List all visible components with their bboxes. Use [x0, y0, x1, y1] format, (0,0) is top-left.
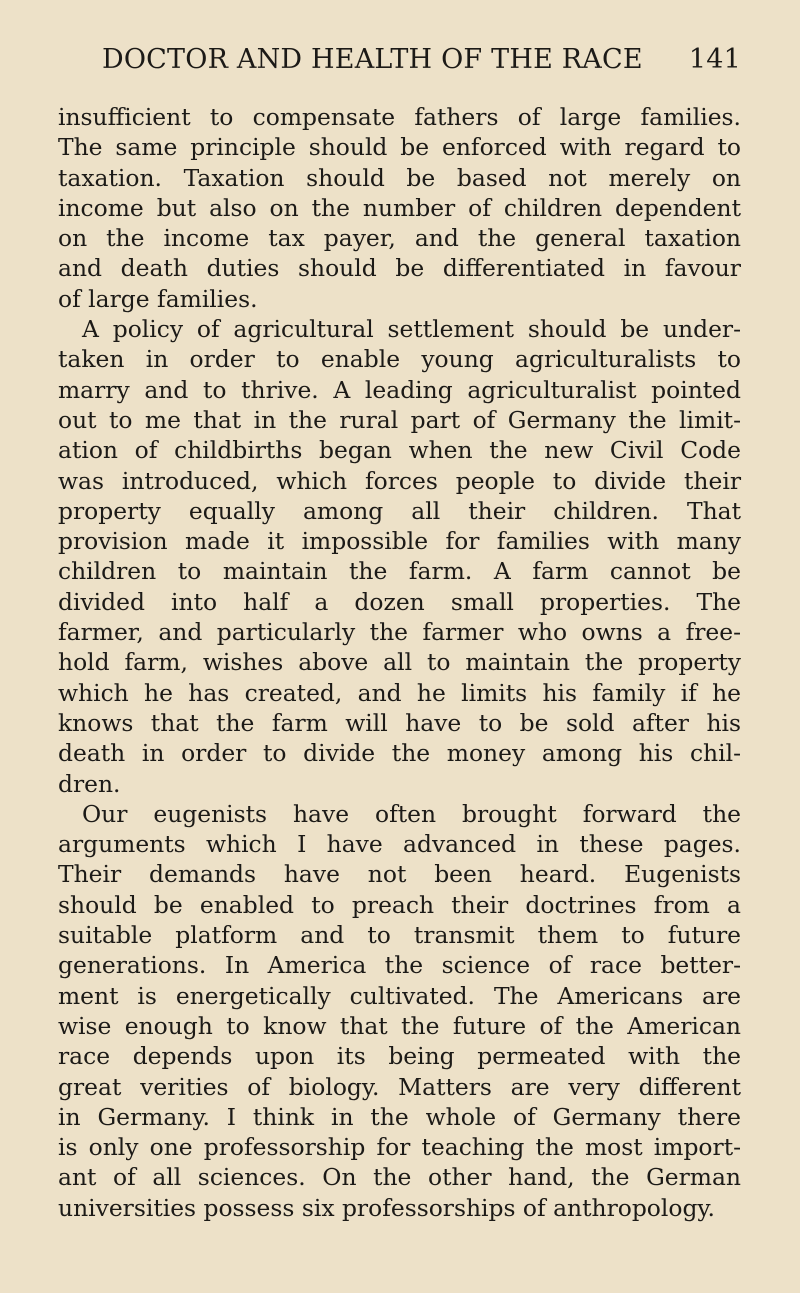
running-head-title: DOCTOR AND HEALTH OF THE RACE [102, 44, 643, 75]
text-line: out to me that in the rural part of Germany the limit- [58, 405, 741, 434]
text-line: income but also on the number of children dependent [58, 193, 741, 222]
text-line: is only one professorship for teaching the most import- [58, 1133, 741, 1162]
text-line: was introduced, which forces people to divide their [58, 466, 741, 495]
text-line: ation of childbirths began when the new Civil Code [58, 436, 741, 465]
text-line: ant of all sciences. On the other hand, the German [58, 1163, 741, 1192]
page-number: 141 [688, 44, 741, 75]
text-line: dren. [58, 769, 121, 798]
text-line: knows that the farm will have to be sold after his [58, 708, 741, 737]
text-line: generations. In America the science of race better- [58, 951, 741, 980]
text-line: arguments which I have advanced in these pages. [58, 830, 741, 859]
text-line: marry and to thrive. A leading agriculturalist pointed [58, 375, 741, 404]
text-line: wise enough to know that the future of the American [58, 1011, 741, 1040]
text-line: suitable platform and to transmit them to future [58, 921, 741, 950]
book-page [58, 44, 741, 1223]
text-line: universities possess six professorships of anthropology. [58, 1193, 715, 1222]
running-head [58, 44, 741, 88]
text-line: Their demands have not been heard. Eugenists [58, 860, 741, 889]
text-line: Our eugenists have often brought forward the [82, 799, 741, 828]
text-line: hold farm, wishes above all to maintain the property [58, 648, 741, 677]
text-line: farmer, and particularly the farmer who owns a free- [58, 618, 741, 647]
text-line: ment is energetically cultivated. The Americans are [58, 981, 741, 1010]
text-line: A policy of agricultural settlement should be under- [82, 315, 741, 344]
text-line: taxation. Taxation should be based not merely on [58, 163, 741, 192]
text-line: in Germany. I think in the whole of Germany there [58, 1102, 741, 1131]
text-line: great verities of biology. Matters are very different [58, 1072, 741, 1101]
text-line: The same principle should be enforced with regard to [58, 133, 741, 162]
text-line: of large families. [58, 284, 258, 313]
body-text [58, 102, 741, 1223]
text-line: on the income tax payer, and the general taxation [58, 224, 741, 253]
text-line: and death duties should be differentiated in favour [58, 254, 741, 283]
text-line: insufficient to compensate fathers of large families. [58, 103, 741, 131]
text-line: death in order to divide the money among his chil- [58, 739, 741, 768]
text-line: children to maintain the farm. A farm cannot be [58, 557, 741, 586]
text-line: should be enabled to preach their doctrines from a [58, 890, 741, 919]
text-line: provision made it impossible for families with many [58, 527, 741, 556]
text-line: taken in order to enable young agriculturalists to [58, 345, 741, 374]
text-line: property equally among all their children. That [58, 496, 741, 525]
text-line: race depends upon its being permeated with the [58, 1042, 741, 1071]
text-line: which he has created, and he limits his family if he [58, 678, 741, 707]
text-line: divided into half a dozen small properties. The [58, 587, 741, 616]
